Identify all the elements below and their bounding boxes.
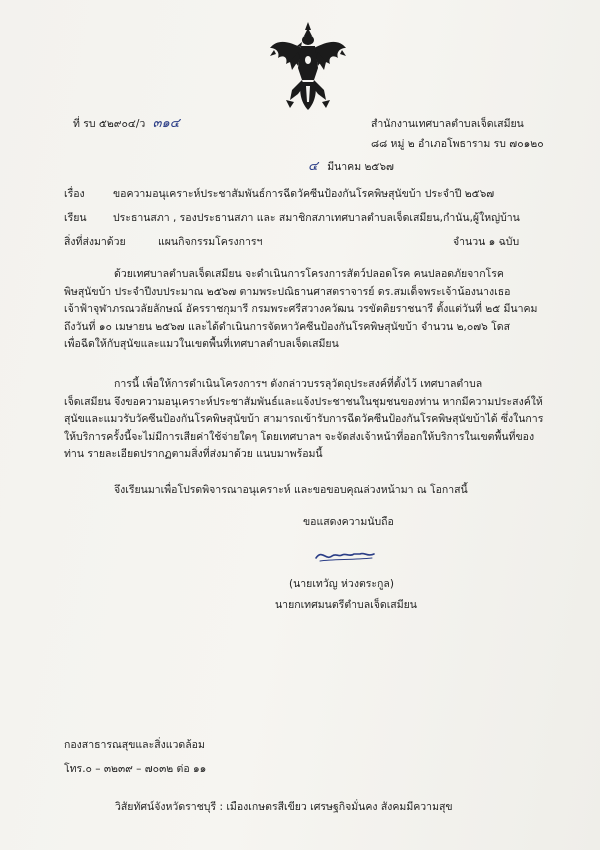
- closing-request: จึงเรียนมาเพื่อโปรดพิจารณาอนุเคราะห์ และขอขอบคุณล่วงหน้ามา ณ โอกาสนี้: [114, 484, 468, 496]
- footer-vision: วิสัยทัศน์จังหวัดราชบุรี : เมืองเกษตรสีเขียว เศรษฐกิจมั่นคง สังคมมีความสุข: [115, 801, 453, 813]
- enclosure-count: จำนวน ๑ ฉบับ: [453, 236, 520, 248]
- subject-label: เรื่อง: [64, 188, 85, 200]
- paragraph-1: [64, 266, 537, 354]
- date-month-year: มีนาคม ๒๕๖๗: [327, 161, 394, 173]
- enclosure-label: สิ่งที่ส่งมาด้วย: [64, 236, 126, 248]
- recipient-text: ประธานสภา , รองประธานสภา และ สมาชิกสภาเทศบาลตำบลเจ็ดเสมียน,กำนัน,ผู้ใหญ่บ้าน: [113, 212, 520, 224]
- office-address: ๘๘ หมู่ ๒ อำเภอโพธาราม รบ ๗๐๑๒๐: [371, 138, 544, 150]
- paragraph-line: ท่าน รายละเอียดปรากฏตามสิ่งที่ส่งมาด้วย แนบมาพร้อมนี้: [64, 448, 323, 460]
- document-reference: [73, 117, 180, 131]
- paragraph-line: สุนัขและแมวรับวัคซีนป้องกันโรคพิษสุนัขบ้า สามารถเข้ารับการฉีดวัคซีนป้องกันโรคพิษสุนัขบ้าได้ ซึ่งในการ: [64, 413, 544, 425]
- paragraph-line: เจ็ดเสมียน จึงขอความอนุเคราะห์ประชาสัมพันธ์และแจ้งประชาชนในชุมชนของท่าน หากมีความประสงค์ให้: [64, 395, 543, 408]
- reference-printed: ที่ รบ ๕๒๙๐๔/ว: [73, 118, 146, 130]
- footer-division: กองสาธารณสุขและสิ่งแวดล้อม: [64, 739, 205, 751]
- paragraph-line: พิษสุนัขบ้า ประจำปีงบประมาณ ๒๕๖๗ ตามพระปณิธานศาสตราจารย์ ดร.สมเด็จพระเจ้าน้องนางเธอ: [64, 285, 511, 298]
- recipient-label: เรียน: [64, 212, 87, 224]
- subject-text: ขอความอนุเคราะห์ประชาสัมพันธ์การฉีดวัคซีนป้องกันโรคพิษสุนัขบ้า ประจำปี ๒๕๖๗: [113, 188, 495, 200]
- office-name: สำนักงานเทศบาลตำบลเจ็ดเสมียน: [371, 118, 524, 130]
- paragraph-line: การนี้ เพื่อให้การดำเนินโครงการฯ ดังกล่าวบรรลุวัตถุประสงค์ที่ตั้งไว้ เทศบาลตำบล: [114, 378, 483, 390]
- reference-handwritten: ๓๑๔: [152, 116, 180, 131]
- letter-date: [308, 160, 394, 174]
- paragraph-line: ถึงวันที่ ๑๐ เมษายน ๒๕๖๗ และได้ดำเนินการจัดหาวัคซีนป้องกันโรคพิษสุนัขบ้า จำนวน ๒,๐๗๖ โดส: [64, 320, 511, 333]
- paragraph-line: เพื่อฉีดให้กับสุนัขและแมวในเขตพื้นที่เทศบาลตำบลเจ็ดเสมียน: [64, 338, 339, 350]
- footer-phone: โทร.๐ – ๓๒๓๙ – ๗๐๓๒ ต่อ ๑๑: [64, 763, 207, 775]
- signer-name: (นายเทวัญ ห่วงตระกูล): [289, 578, 394, 590]
- regards: ขอแสดงความนับถือ: [303, 516, 394, 528]
- paragraph-line: ให้บริการครั้งนี้จะไม่มีการเสียค่าใช้จ่ายใดๆ โดยเทศบาลฯ จะจัดส่งเจ้าหน้าที่ออกให้บริการในเขตพื้นที่ของ: [64, 430, 535, 443]
- date-day-handwritten: ๔: [308, 159, 318, 174]
- paragraph-2: [64, 376, 543, 464]
- thai-garuda-emblem-icon: [268, 20, 348, 112]
- handwritten-signature: [312, 545, 382, 565]
- paragraph-line: ด้วยเทศบาลตำบลเจ็ดเสมียน จะดำเนินการโครงการสัตว์ปลอดโรค คนปลอดภัยจากโรค: [114, 268, 504, 280]
- paragraph-line: เจ้าฟ้าจุฬาภรณวลัยลักษณ์ อัครราชกุมารี กรมพระศรีสวางควัฒน วรขัตติยราชนารี ตั้งแต่วันที่ ๒๕ มีนาคม: [64, 303, 538, 315]
- signer-title: นายกเทศมนตรีตำบลเจ็ดเสมียน: [275, 599, 417, 611]
- enclosure-text: แผนกิจกรรมโครงการฯ: [158, 236, 263, 248]
